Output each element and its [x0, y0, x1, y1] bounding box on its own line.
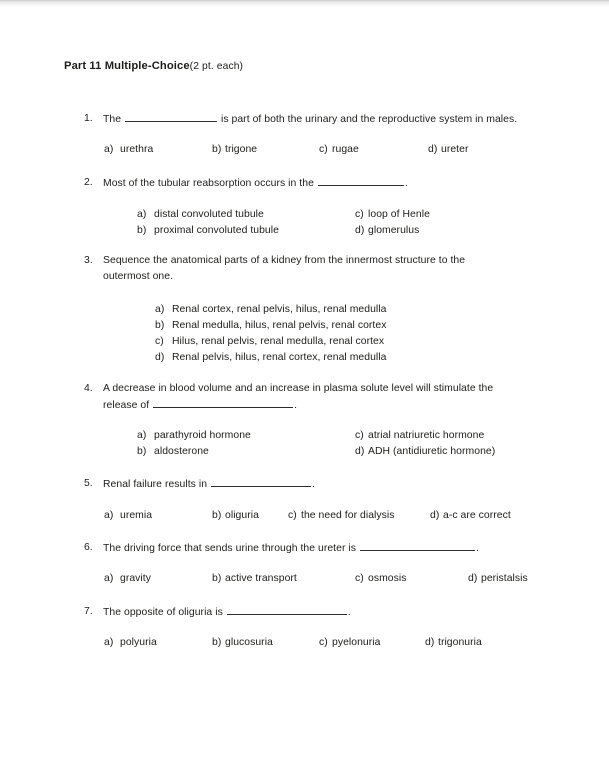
question-6-option-a[interactable] [104, 571, 151, 587]
question-5-option-c-text: the need for dialysis [301, 510, 395, 521]
question-4-option-d-label: d) [355, 446, 365, 457]
question-4-option-b-text: aldosterone [154, 446, 209, 457]
question-2-option-a-text: distal convoluted tubule [154, 209, 264, 220]
question-5-option-a-label: a) [104, 510, 114, 521]
question-4-stem-post: . [294, 400, 298, 411]
question-2-option-c-text: loop of Henle [368, 209, 430, 220]
question-6-stem [103, 540, 479, 557]
question-2-answer-blank[interactable] [318, 175, 404, 186]
question-7-option-b[interactable] [212, 635, 273, 651]
question-6-option-b[interactable] [212, 571, 297, 587]
question-2-stem-post: . [404, 178, 408, 189]
question-2-stem [103, 175, 408, 192]
question-7-option-a[interactable] [104, 635, 157, 651]
question-7-option-c-label: c) [319, 637, 328, 648]
question-1-stem [103, 111, 517, 128]
question-4-answer-blank[interactable] [153, 397, 293, 408]
question-2-option-d-text: glomerulus [368, 225, 420, 236]
question-1-option-b[interactable] [212, 142, 257, 158]
question-1-option-c[interactable] [319, 142, 359, 158]
question-7-stem [103, 604, 351, 621]
question-1-option-c-text: rugae [332, 144, 359, 155]
question-3-option-d[interactable] [155, 350, 386, 366]
question-5-option-b[interactable] [212, 508, 259, 524]
question-1-option-b-text: trigone [225, 144, 258, 155]
question-4-option-c[interactable] [355, 428, 484, 444]
question-2-option-c[interactable] [355, 207, 430, 223]
question-4-option-a-label: a) [137, 430, 147, 441]
question-7-option-c[interactable] [319, 635, 380, 651]
question-2-option-c-label: c) [355, 209, 364, 220]
question-5-option-d-text: a-c are correct [443, 510, 511, 521]
question-3-number: 3. [84, 255, 93, 266]
question-7-option-d-label: d) [425, 637, 435, 648]
question-5-option-a[interactable] [104, 508, 152, 524]
question-3-option-b-text: Renal medulla, hilus, renal pelvis, renal cortex [172, 320, 387, 331]
question-5-stem-post: . [312, 479, 315, 490]
question-1-option-a-text: urethra [120, 144, 154, 155]
question-7-stem-pre: The opposite of oliguria is [103, 607, 223, 618]
page-title-text: Part 11 Multiple-Choice [64, 60, 190, 72]
question-5-option-c[interactable] [288, 508, 395, 524]
question-7-number: 7. [84, 606, 93, 617]
question-6-stem-pre: The driving force that sends urine through the ureter is [103, 543, 357, 554]
question-3-option-c-text: Hilus, renal pelvis, renal medulla, renal cortex [172, 336, 385, 347]
question-4-option-d[interactable] [355, 444, 495, 460]
question-5-option-d-label: d) [430, 510, 440, 521]
question-7-option-b-text: glucosuria [225, 637, 273, 648]
question-1-option-b-label: b) [212, 144, 222, 155]
question-7-stem-post: . [347, 607, 351, 618]
question-7-option-d-text: trigonuria [438, 637, 482, 648]
question-3-option-a-text: Renal cortex, renal pelvis, hilus, renal medulla [172, 304, 387, 315]
question-2-option-d-label: d) [355, 225, 365, 236]
question-6-option-b-label: b) [212, 573, 222, 584]
question-6-option-d[interactable] [468, 571, 528, 587]
question-6-number: 6. [84, 542, 93, 553]
question-2-option-d[interactable] [355, 223, 419, 239]
question-4-option-c-label: c) [355, 430, 364, 441]
question-4-stem-pre: release of [103, 400, 150, 411]
question-3-option-c[interactable] [155, 334, 384, 350]
question-5-option-b-text: oliguria [225, 510, 259, 521]
question-5-answer-blank[interactable] [211, 476, 311, 487]
question-6-option-b-text: active transport [225, 573, 297, 584]
question-7-option-a-text: polyuria [120, 637, 157, 648]
question-2-option-a-label: a) [137, 209, 147, 220]
question-6-option-d-text: peristalsis [481, 573, 528, 584]
question-3-stem-line-1: Sequence the anatomical parts of a kidney from the innermost structure to the [103, 255, 466, 266]
question-1-stem-post: is part of both the urinary and the reproductive system in males. [220, 114, 518, 125]
question-7-option-c-text: pyelonuria [332, 637, 381, 648]
question-6-option-c-label: c) [355, 573, 364, 584]
question-4-stem-line-1: A decrease in blood volume and an increase in plasma solute level will stimulate the [103, 383, 494, 394]
question-1-option-a-label: a) [104, 144, 114, 155]
question-3-option-b[interactable] [155, 318, 386, 334]
question-4-stem-line-2 [103, 397, 297, 414]
question-7-answer-blank[interactable] [227, 604, 347, 615]
question-2-option-b-text: proximal convoluted tubule [154, 225, 279, 236]
question-5-option-c-label: c) [288, 510, 297, 521]
question-6-stem-post: . [475, 543, 479, 554]
question-6-option-c[interactable] [355, 571, 406, 587]
question-6-answer-blank[interactable] [360, 540, 475, 551]
question-2-option-b-label: b) [137, 225, 147, 236]
question-4-option-d-text: ADH (antidiuretic hormone) [368, 446, 496, 457]
question-6-option-c-text: osmosis [368, 573, 407, 584]
question-4-number: 4. [84, 383, 93, 394]
question-3-option-a[interactable] [155, 302, 386, 318]
question-3-option-c-label: c) [155, 336, 164, 347]
question-4-option-c-text: atrial natriuretic hormone [368, 430, 485, 441]
question-5-number: 5. [84, 478, 93, 489]
question-1-option-a[interactable] [104, 142, 153, 158]
question-5-stem-pre: Renal failure results in [103, 479, 208, 490]
question-2-stem-pre: Most of the tubular reabsorption occurs in the [103, 178, 314, 189]
question-1-answer-blank[interactable] [125, 111, 217, 122]
question-1-option-d-label: d) [428, 144, 438, 155]
page-title [64, 60, 243, 72]
question-7-option-d[interactable] [425, 635, 482, 651]
question-2-option-b[interactable] [137, 223, 279, 239]
question-5-option-d[interactable] [430, 508, 511, 524]
question-5-option-b-label: b) [212, 510, 222, 521]
question-3-option-d-label: d) [155, 352, 165, 363]
question-1-option-c-label: c) [319, 144, 328, 155]
page-top-shadow [0, 0, 609, 7]
question-4-option-b-label: b) [137, 446, 147, 457]
question-3-option-b-label: b) [155, 320, 165, 331]
question-4-option-b[interactable] [137, 444, 209, 460]
question-3-stem-line-2: outermost one. [103, 271, 174, 282]
question-1-number: 1. [84, 113, 93, 124]
question-2-number: 2. [84, 177, 93, 188]
question-1-option-d[interactable] [428, 142, 468, 158]
question-1-option-d-text: ureter [441, 144, 469, 155]
question-5-stem [103, 476, 315, 493]
question-4-option-a-text: parathyroid hormone [154, 430, 251, 441]
question-2-option-a[interactable] [137, 207, 264, 223]
question-7-option-a-label: a) [104, 637, 114, 648]
question-3-option-a-label: a) [155, 304, 165, 315]
question-6-option-d-label: d) [468, 573, 478, 584]
question-1-stem-pre: The [103, 114, 122, 125]
question-6-option-a-label: a) [104, 573, 114, 584]
question-3-option-d-text: Renal pelvis, hilus, renal cortex, renal medulla [172, 352, 387, 363]
page-title-points: (2 pt. each) [189, 61, 244, 72]
question-4-option-a[interactable] [137, 428, 251, 444]
question-7-option-b-label: b) [212, 637, 222, 648]
question-5-option-a-text: uremia [120, 510, 153, 521]
question-6-option-a-text: gravity [120, 573, 151, 584]
